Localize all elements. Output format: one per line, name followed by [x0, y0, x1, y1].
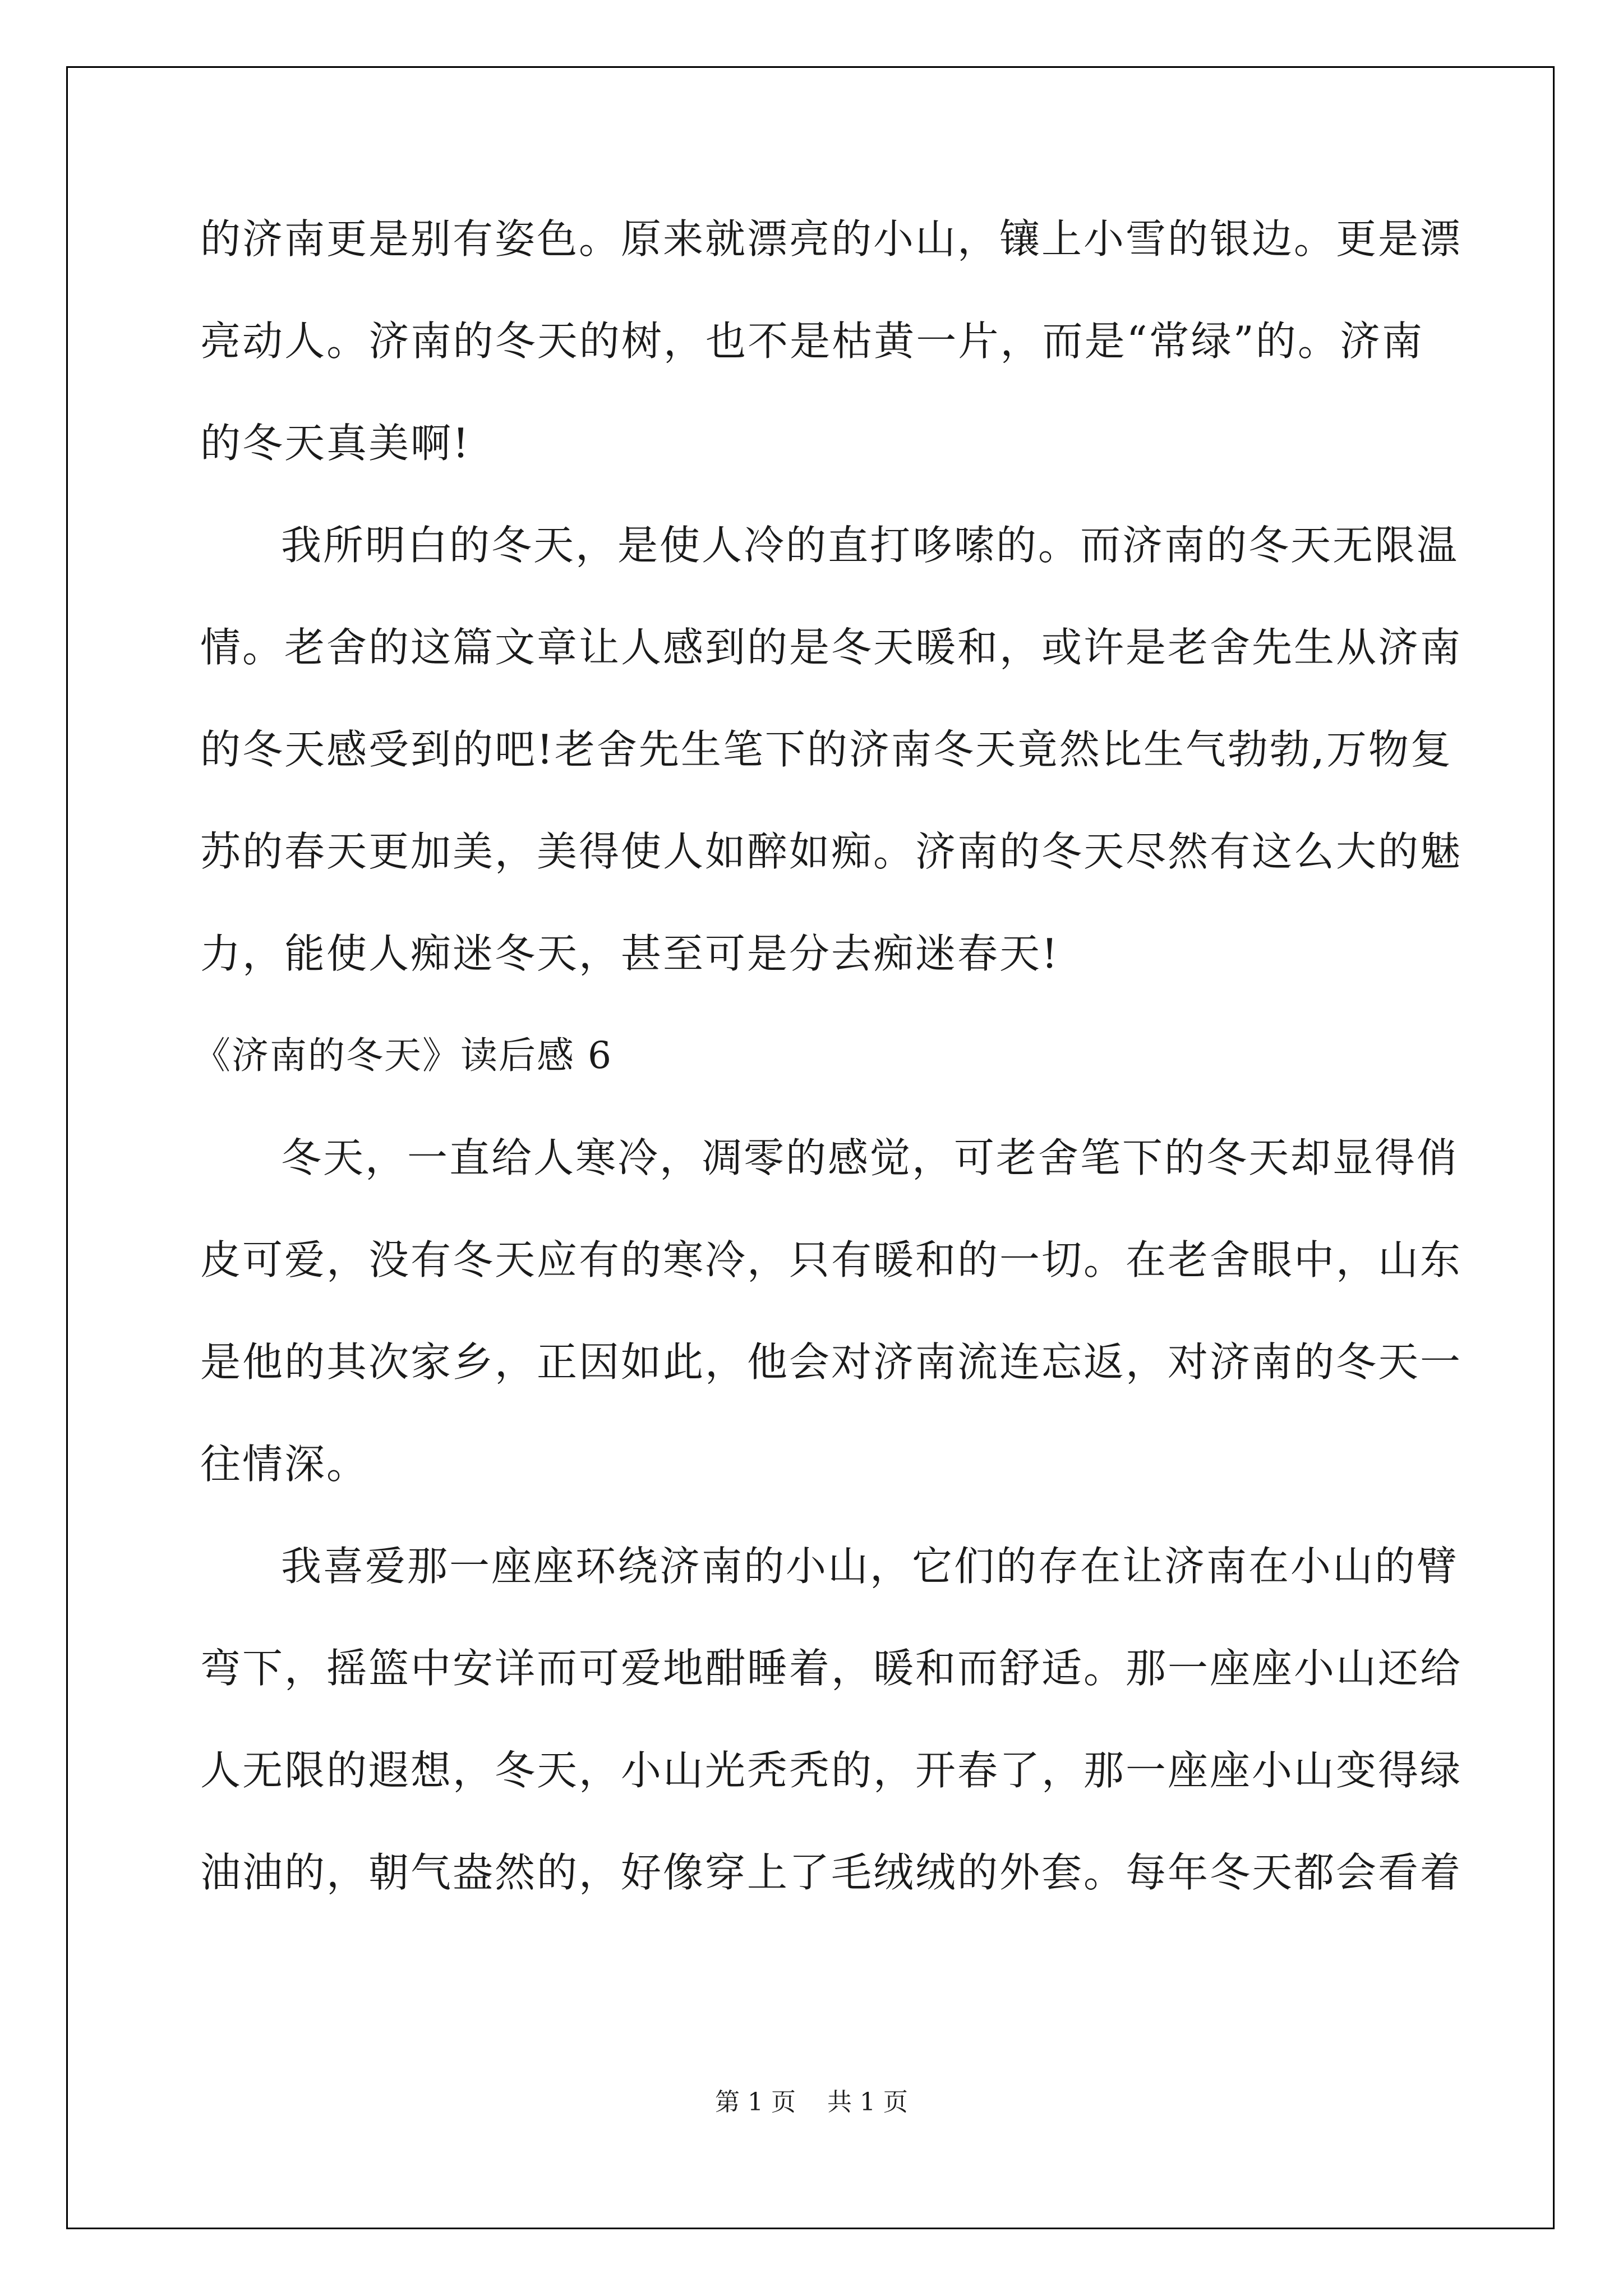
- text-line: 皮可爱，没有冬天应有的寒冷，只有暖和的一切。在老舍眼中，山东: [200, 1236, 1463, 1283]
- text-line: 我所明白的冬天，是使人冷的直打哆嗦的。而济南的冬天无限温: [281, 522, 1459, 569]
- section-heading: 《济南的冬天》读后感 6: [193, 1034, 612, 1077]
- document-body: [193, 215, 1463, 1954]
- page-footer: [0, 2088, 1623, 2116]
- text-line: 苏的春天更加美，美得使人如醉如痴。济南的冬天尽然有这么大的魅: [200, 828, 1463, 875]
- text-line: 的冬天感受到的吧!老舍先生笔下的济南冬天竟然比生气勃勃,万物复: [200, 726, 1453, 773]
- page-total: 共 1 页: [827, 2088, 908, 2116]
- text-line: 弯下，摇篮中安详而可爱地酣睡着，暖和而舒适。那一座座小山还给: [200, 1645, 1463, 1692]
- text-line: 人无限的遐想，冬天，小山光秃秃的，开春了，那一座座小山变得绿: [200, 1747, 1463, 1794]
- text-line: 情。老舍的这篇文章让人感到的是冬天暖和，或许是老舍先生从济南: [200, 624, 1463, 671]
- text-line: 力，能使人痴迷冬天，甚至可是分去痴迷春天!: [200, 930, 1059, 977]
- text-line: 往情深。: [200, 1441, 369, 1488]
- text-line: 油油的，朝气盎然的，好像穿上了毛绒绒的外套。每年冬天都会看着: [200, 1849, 1463, 1896]
- page-number: 第 1 页: [715, 2088, 796, 2116]
- text-line: 我喜爱那一座座环绕济南的小山，它们的存在让济南在小山的臂: [281, 1543, 1459, 1590]
- text-line: 是他的其次家乡，正因如此，他会对济南流连忘返，对济南的冬天一: [200, 1338, 1463, 1386]
- text-line: 的冬天真美啊!: [200, 420, 471, 467]
- text-line: 的济南更是别有姿色。原来就漂亮的小山，镶上小雪的银边。更是漂: [200, 215, 1463, 263]
- text-line: 亮动人。济南的冬天的树，也不是枯黄一片，而是“常绿”的。济南: [200, 318, 1424, 365]
- text-line: 冬天，一直给人寒冷，凋零的感觉，可老舍笔下的冬天却显得俏: [281, 1134, 1459, 1181]
